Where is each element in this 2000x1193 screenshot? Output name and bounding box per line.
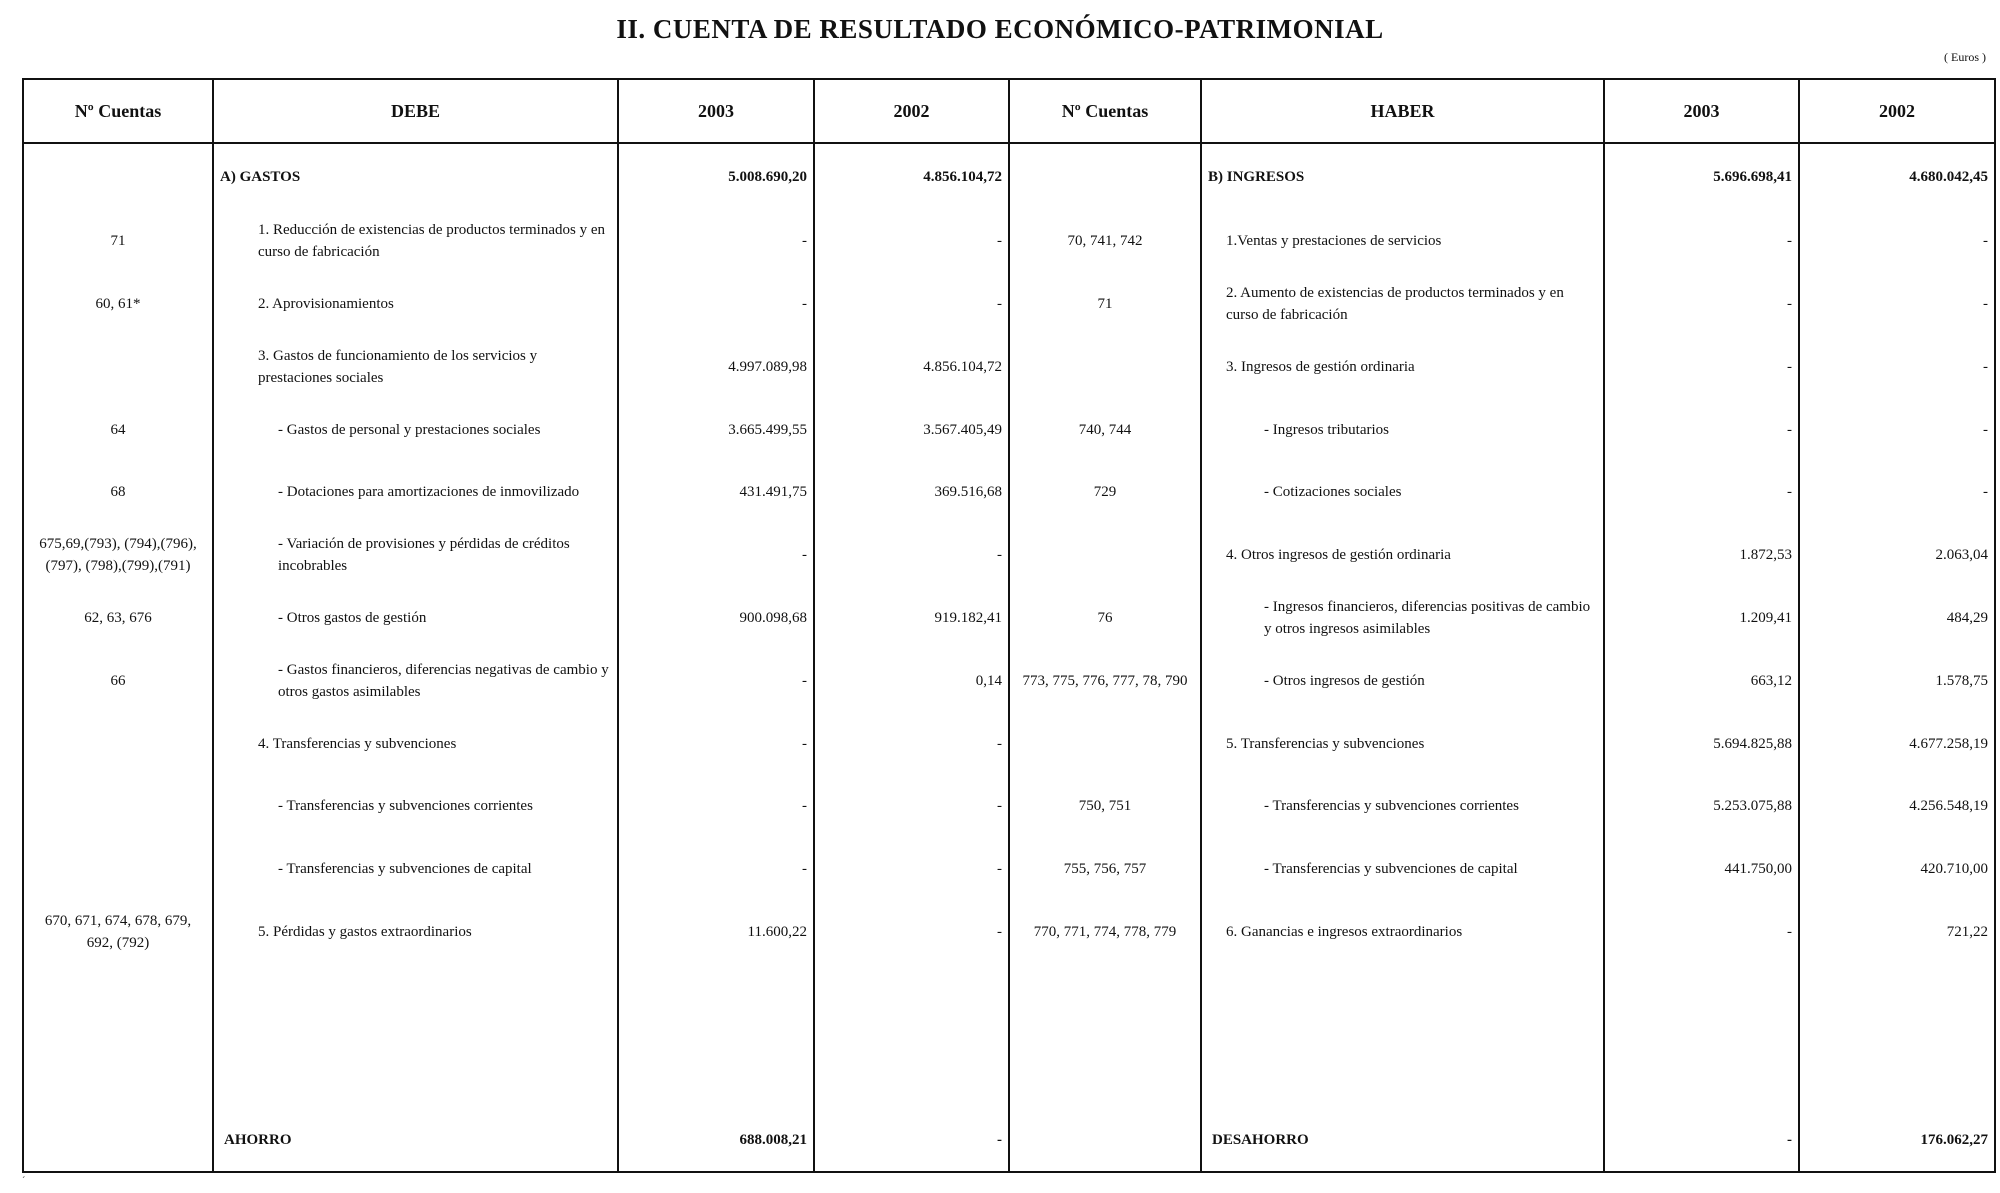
ahorro-2002: - <box>814 1110 1009 1172</box>
account-haber <box>1009 713 1201 776</box>
debe-2003: - <box>618 274 814 337</box>
haber-2002: 420.710,00 <box>1799 839 1995 902</box>
haber-2002: 2.063,04 <box>1799 525 1995 588</box>
haber-2002: - <box>1799 399 1995 462</box>
account-debe: 670, 671, 674, 678, 679, 692, (792) <box>23 901 213 964</box>
haber-label: B) INGRESOS <box>1201 143 1604 211</box>
debe-2003: - <box>618 839 814 902</box>
debe-2002: - <box>814 839 1009 902</box>
account-debe <box>23 713 213 776</box>
totals-row <box>23 1110 1995 1172</box>
debe-label: 3. Gastos de funcionamiento de los servicios y prestaciones sociales <box>213 336 618 399</box>
table-row <box>23 336 1995 399</box>
debe-2002: - <box>814 901 1009 964</box>
account-debe <box>23 776 213 839</box>
haber-2002: 4.256.548,19 <box>1799 776 1995 839</box>
debe-2003: 3.665.499,55 <box>618 399 814 462</box>
debe-2003: 11.600,22 <box>618 901 814 964</box>
col-header-2003-haber: 2003 <box>1604 79 1799 143</box>
haber-2003: - <box>1604 211 1799 274</box>
account-debe <box>23 143 213 211</box>
desahorro-2002: 176.062,27 <box>1799 1110 1995 1172</box>
haber-2003: 441.750,00 <box>1604 839 1799 902</box>
haber-2002: 4.680.042,45 <box>1799 143 1995 211</box>
haber-2002: - <box>1799 211 1995 274</box>
haber-label: - Otros ingresos de gestión <box>1201 650 1604 713</box>
table-row <box>23 274 1995 337</box>
table-row <box>23 713 1995 776</box>
account-haber <box>1009 525 1201 588</box>
haber-label: 1.Ventas y prestaciones de servicios <box>1201 211 1604 274</box>
account-debe: 68 <box>23 462 213 525</box>
spacer-row <box>23 964 1995 1110</box>
debe-2002: 919.182,41 <box>814 588 1009 651</box>
table-row <box>23 901 1995 964</box>
table-row <box>23 650 1995 713</box>
haber-2002: - <box>1799 274 1995 337</box>
table-row <box>23 211 1995 274</box>
table-row <box>23 776 1995 839</box>
account-debe <box>23 336 213 399</box>
account-haber: 71 <box>1009 274 1201 337</box>
footnote-mark: ´ <box>22 1176 26 1187</box>
haber-2003: 5.694.825,88 <box>1604 713 1799 776</box>
debe-2003: - <box>618 525 814 588</box>
haber-label: - Cotizaciones sociales <box>1201 462 1604 525</box>
account-debe <box>23 839 213 902</box>
haber-label: - Transferencias y subvenciones de capital <box>1201 839 1604 902</box>
debe-label: - Otros gastos de gestión <box>213 588 618 651</box>
account-debe: 62, 63, 676 <box>23 588 213 651</box>
haber-label: 5. Transferencias y subvenciones <box>1201 713 1604 776</box>
haber-label: - Ingresos tributarios <box>1201 399 1604 462</box>
haber-2003: - <box>1604 274 1799 337</box>
ahorro-2003: 688.008,21 <box>618 1110 814 1172</box>
debe-label: A) GASTOS <box>213 143 618 211</box>
account-debe: 60, 61* <box>23 274 213 337</box>
debe-label: 2. Aprovisionamientos <box>213 274 618 337</box>
account-haber: 729 <box>1009 462 1201 525</box>
desahorro-label: DESAHORRO <box>1201 1110 1604 1172</box>
debe-2003: - <box>618 713 814 776</box>
haber-2002: 721,22 <box>1799 901 1995 964</box>
haber-2002: 1.578,75 <box>1799 650 1995 713</box>
debe-label: 5. Pérdidas y gastos extraordinarios <box>213 901 618 964</box>
account-haber <box>1009 336 1201 399</box>
currency-note: ( Euros ) <box>1944 50 1986 64</box>
haber-2003: 1.872,53 <box>1604 525 1799 588</box>
debe-2002: - <box>814 713 1009 776</box>
debe-2002: - <box>814 211 1009 274</box>
debe-2002: - <box>814 776 1009 839</box>
col-header-haber: HABER <box>1201 79 1604 143</box>
haber-label: 3. Ingresos de gestión ordinaria <box>1201 336 1604 399</box>
account-debe: 71 <box>23 211 213 274</box>
header-row <box>23 79 1995 143</box>
table-row <box>23 143 1995 211</box>
account-haber: 755, 756, 757 <box>1009 839 1201 902</box>
debe-2003: 5.008.690,20 <box>618 143 814 211</box>
col-header-2003-debe: 2003 <box>618 79 814 143</box>
account-debe: 64 <box>23 399 213 462</box>
account-haber: 740, 744 <box>1009 399 1201 462</box>
debe-label: 4. Transferencias y subvenciones <box>213 713 618 776</box>
haber-2002: 4.677.258,19 <box>1799 713 1995 776</box>
debe-2003: 431.491,75 <box>618 462 814 525</box>
haber-2003: 5.253.075,88 <box>1604 776 1799 839</box>
account-haber: 773, 775, 776, 777, 78, 790 <box>1009 650 1201 713</box>
debe-2003: - <box>618 211 814 274</box>
haber-2003: - <box>1604 462 1799 525</box>
table-row <box>23 588 1995 651</box>
debe-2002: 3.567.405,49 <box>814 399 1009 462</box>
debe-label: - Transferencias y subvenciones de capital <box>213 839 618 902</box>
col-header-2002-haber: 2002 <box>1799 79 1995 143</box>
ahorro-label: AHORRO <box>213 1110 618 1172</box>
col-header-cuentas-debe: Nº Cuentas <box>23 79 213 143</box>
debe-2003: 4.997.089,98 <box>618 336 814 399</box>
table-row <box>23 462 1995 525</box>
debe-2002: - <box>814 274 1009 337</box>
debe-2003: 900.098,68 <box>618 588 814 651</box>
col-header-cuentas-haber: Nº Cuentas <box>1009 79 1201 143</box>
haber-2002: 484,29 <box>1799 588 1995 651</box>
debe-label: - Dotaciones para amortizaciones de inmovilizado <box>213 462 618 525</box>
debe-label: - Gastos financieros, diferencias negativas de cambio y otros gastos asimilables <box>213 650 618 713</box>
debe-2002: - <box>814 525 1009 588</box>
haber-label: 2. Aumento de existencias de productos terminados y en curso de fabricación <box>1201 274 1604 337</box>
haber-label: 4. Otros ingresos de gestión ordinaria <box>1201 525 1604 588</box>
col-header-2002-debe: 2002 <box>814 79 1009 143</box>
debe-2002: 369.516,68 <box>814 462 1009 525</box>
debe-2002: 4.856.104,72 <box>814 143 1009 211</box>
haber-2003: - <box>1604 336 1799 399</box>
haber-label: - Transferencias y subvenciones corrientes <box>1201 776 1604 839</box>
haber-label: - Ingresos financieros, diferencias positivas de cambio y otros ingresos asimilables <box>1201 588 1604 651</box>
col-header-debe: DEBE <box>213 79 618 143</box>
desahorro-2003: - <box>1604 1110 1799 1172</box>
account-debe: 675,69,(793), (794),(796),(797), (798),(799),(791) <box>23 525 213 588</box>
debe-2003: - <box>618 650 814 713</box>
account-haber: 750, 751 <box>1009 776 1201 839</box>
haber-2003: - <box>1604 901 1799 964</box>
account-haber <box>1009 143 1201 211</box>
haber-2003: - <box>1604 399 1799 462</box>
debe-2003: - <box>618 776 814 839</box>
haber-2002: - <box>1799 462 1995 525</box>
haber-2003: 1.209,41 <box>1604 588 1799 651</box>
debe-label: - Variación de provisiones y pérdidas de créditos incobrables <box>213 525 618 588</box>
account-haber: 70, 741, 742 <box>1009 211 1201 274</box>
debe-2002: 4.856.104,72 <box>814 336 1009 399</box>
debe-label: 1. Reducción de existencias de productos terminados y en curso de fabricación <box>213 211 618 274</box>
page-title: II. CUENTA DE RESULTADO ECONÓMICO-PATRIMONIAL <box>616 14 1384 44</box>
haber-2003: 663,12 <box>1604 650 1799 713</box>
table-row <box>23 399 1995 462</box>
debe-label: - Transferencias y subvenciones corrientes <box>213 776 618 839</box>
haber-label: 6. Ganancias e ingresos extraordinarios <box>1201 901 1604 964</box>
account-debe: 66 <box>23 650 213 713</box>
haber-2002: - <box>1799 336 1995 399</box>
debe-2002: 0,14 <box>814 650 1009 713</box>
account-haber: 76 <box>1009 588 1201 651</box>
table-row <box>23 525 1995 588</box>
income-statement-table <box>22 78 1996 1173</box>
table-row <box>23 839 1995 902</box>
haber-2003: 5.696.698,41 <box>1604 143 1799 211</box>
account-haber: 770, 771, 774, 778, 779 <box>1009 901 1201 964</box>
debe-label: - Gastos de personal y prestaciones sociales <box>213 399 618 462</box>
